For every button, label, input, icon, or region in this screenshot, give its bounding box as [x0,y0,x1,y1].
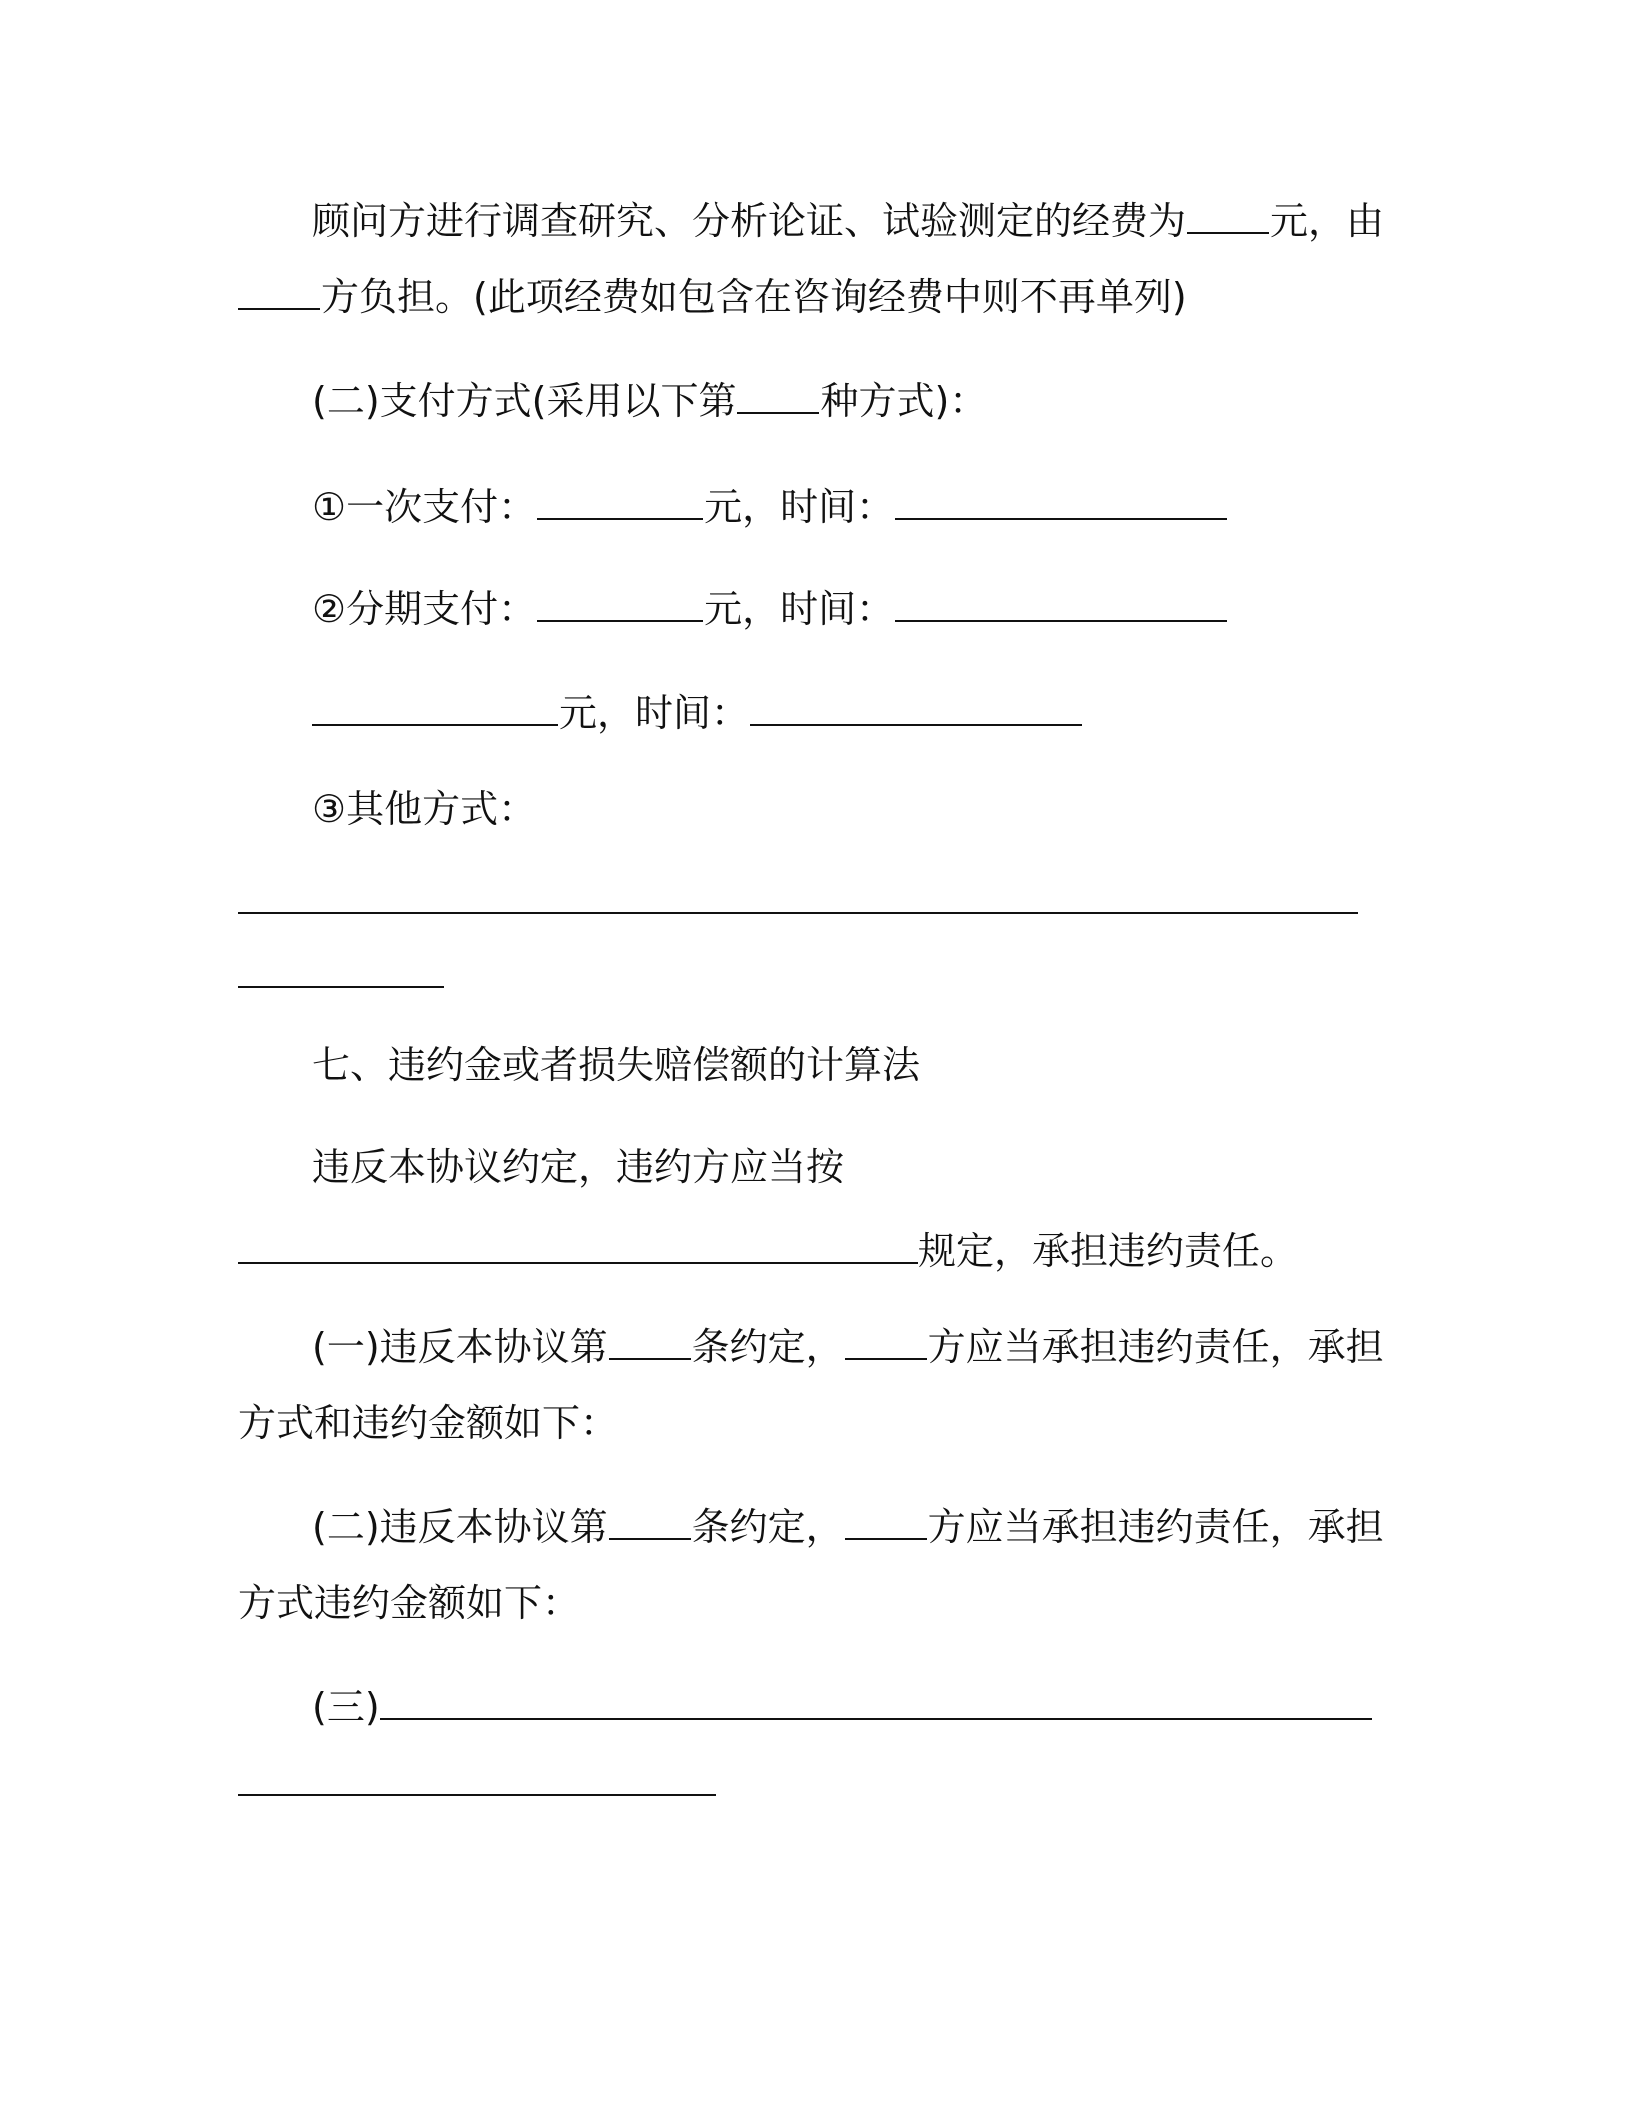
paragraph-breach-2-line2 [238,1578,580,1628]
text-expense-note: 方负担。(此项经费如包含在咨询经费中则不再单列) [321,275,1187,319]
paragraph-other-method [312,784,536,834]
text-expense-after: 元，由 [1270,199,1385,243]
text-installment-label: ②分期支付： [312,587,537,631]
blank-amount[interactable] [1187,232,1269,234]
paragraph-breach-3-line1 [312,1682,1372,1732]
blank-breach-rule[interactable] [238,1262,918,1264]
text-b1-after: 方应当承担违约责任，承担 [927,1325,1384,1369]
text-b2-line2: 方式违约金额如下： [238,1581,581,1625]
blank-party[interactable] [238,308,320,310]
blank-other-line1-wrap [238,876,1358,926]
paragraph-breach-2-line1 [312,1502,1384,1552]
paragraph-breach-line2 [238,1226,1298,1276]
paragraph-breach-1-line1 [312,1322,1384,1372]
blank-b1-party[interactable] [845,1358,927,1360]
blank-installment2-time[interactable] [750,724,1082,726]
text-installment-mid: 元，时间： [704,587,895,631]
blank-installment-amount[interactable] [537,620,703,622]
paragraph-expense-line1 [312,196,1384,246]
paragraph-expense-line2 [238,272,1187,322]
text-b1-mid: 条约定， [691,1325,844,1369]
text-b2-mid: 条约定， [691,1505,844,1549]
blank-lump-amount[interactable] [537,518,703,520]
section-heading-seven [312,1040,920,1090]
text-payment-before: (二)支付方式(采用以下第 [312,379,737,423]
blank-b3-line1[interactable] [380,1718,1372,1720]
paragraph-installment [312,584,1228,634]
text-installment2-mid: 元，时间： [559,691,750,735]
text-b2-before: (二)违反本协议第 [312,1505,608,1549]
blank-b3-line2[interactable] [238,1794,716,1796]
blank-method-number[interactable] [737,412,819,414]
text-other-label: ③其他方式： [312,787,537,831]
text-breach-line2: 规定，承担违约责任。 [918,1229,1299,1273]
text-lump-label: ①一次支付： [312,485,537,529]
text-expense-before: 顾问方进行调查研究、分析论证、试验测定的经费为 [312,199,1187,243]
text-b1-before: (一)违反本协议第 [312,1325,608,1369]
text-b3-label: (三) [312,1685,380,1729]
paragraph-lump-sum [312,482,1228,532]
blank-b1-article[interactable] [609,1358,691,1360]
blank-b2-party[interactable] [845,1538,927,1540]
text-b1-line2: 方式和违约金额如下： [238,1401,619,1445]
blank-b2-article[interactable] [609,1538,691,1540]
text-payment-after: 种方式)： [820,379,988,423]
blank-lump-time[interactable] [895,518,1227,520]
text-b2-after: 方应当承担违约责任，承担 [927,1505,1384,1549]
text-section-seven: 七、违约金或者损失赔偿额的计算法 [312,1043,921,1087]
paragraph-installment-2 [312,688,1083,738]
blank-other-line1[interactable] [238,912,1358,914]
blank-other-line2-wrap [238,950,444,1000]
paragraph-breach-line1 [312,1142,844,1192]
text-lump-mid: 元，时间： [704,485,895,529]
text-breach-line1: 违反本协议约定，违约方应当按 [312,1145,845,1189]
blank-installment-time[interactable] [895,620,1227,622]
blank-installment2-amount[interactable] [312,724,558,726]
paragraph-payment-method [312,376,987,426]
blank-b3-line2-wrap [238,1758,716,1808]
paragraph-breach-1-line2 [238,1398,618,1448]
blank-other-line2[interactable] [238,986,444,988]
